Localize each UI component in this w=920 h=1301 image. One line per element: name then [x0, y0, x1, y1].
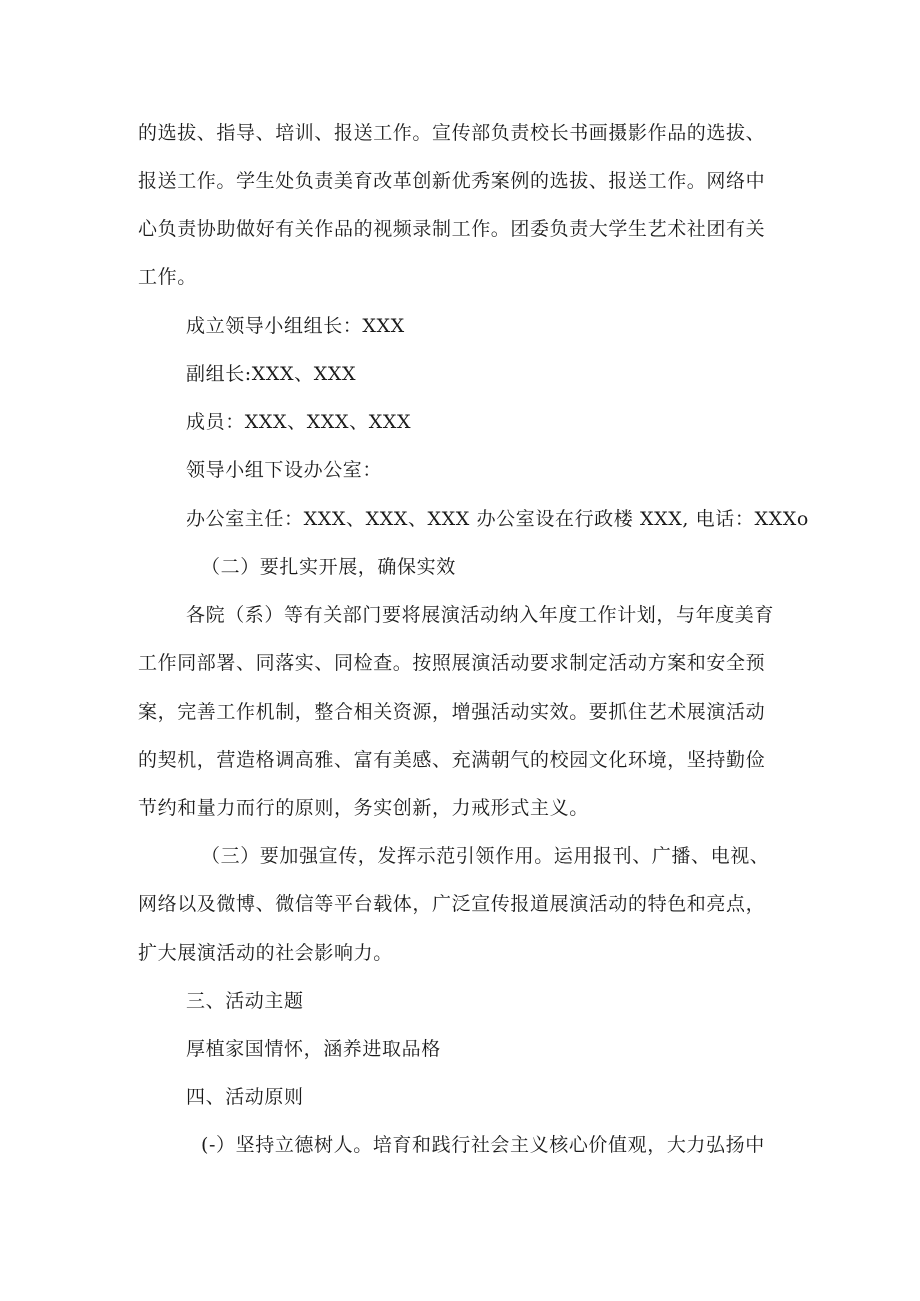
- members-line: 成员：XXX、XXX、XXX: [186, 411, 412, 433]
- section-2-heading: （二）要扎实开展，确保实效: [201, 556, 456, 578]
- theme-heading: 三、活动主题: [186, 990, 304, 1012]
- theme-content: 厚植家国情怀，涵养进取品格: [186, 1038, 441, 1060]
- paragraph-1-line-3: 心负责协助做好有关作品的视频录制工作。团委负责大学生艺术社团有关: [138, 218, 766, 240]
- leader-line: 成立领导小组组长：XXX: [186, 315, 405, 337]
- section-2-line-5: 节约和量力而行的原则，务实创新，力戒形式主义。: [138, 797, 589, 819]
- section-2-line-3: 案，完善工作机制，整合相关资源，增强活动实效。要抓住艺术展演活动: [138, 701, 766, 723]
- section-2-line-4: 的契机，营造格调高雅、富有美感、充满朝气的校园文化环境，坚持勤俭: [138, 749, 766, 771]
- principles-heading: 四、活动原则: [186, 1086, 304, 1108]
- section-3-line-1: （三）要加强宣传，发挥示范引领作用。运用报刊、广播、电视、: [201, 845, 770, 867]
- deputy-leader-line: 副组长:XXX、XXX: [186, 363, 357, 385]
- section-3-line-2: 网络以及微博、微信等平台载体，广泛宣传报道展演活动的特色和亮点，: [138, 893, 766, 915]
- paragraph-1-line-4: 工作。: [138, 266, 197, 288]
- paragraph-1-line-2: 报送工作。学生处负责美育改革创新优秀案例的选拔、报送工作。网络中: [138, 170, 766, 192]
- office-director-line: 办公室主任：XXX、XXX、XXX 办公室设在行政楼 XXX, 电话：XXXo: [186, 508, 809, 530]
- office-setup-line: 领导小组下设办公室：: [186, 459, 383, 481]
- principles-first-item: (-）坚持立德树人。培育和践行社会主义核心价值观，大力弘扬中: [201, 1134, 765, 1156]
- section-2-line-1: 各院（系）等有关部门要将展演活动纳入年度工作计划，与年度美育: [186, 604, 775, 626]
- paragraph-1-line-1: 的选拔、指导、培训、报送工作。宣传部负责校长书画摄影作品的选拔、: [138, 122, 766, 144]
- section-3-line-3: 扩大展演活动的社会影响力。: [138, 942, 393, 964]
- section-2-line-2: 工作同部署、同落实、同检查。按照展演活动要求制定活动方案和安全预: [138, 652, 766, 674]
